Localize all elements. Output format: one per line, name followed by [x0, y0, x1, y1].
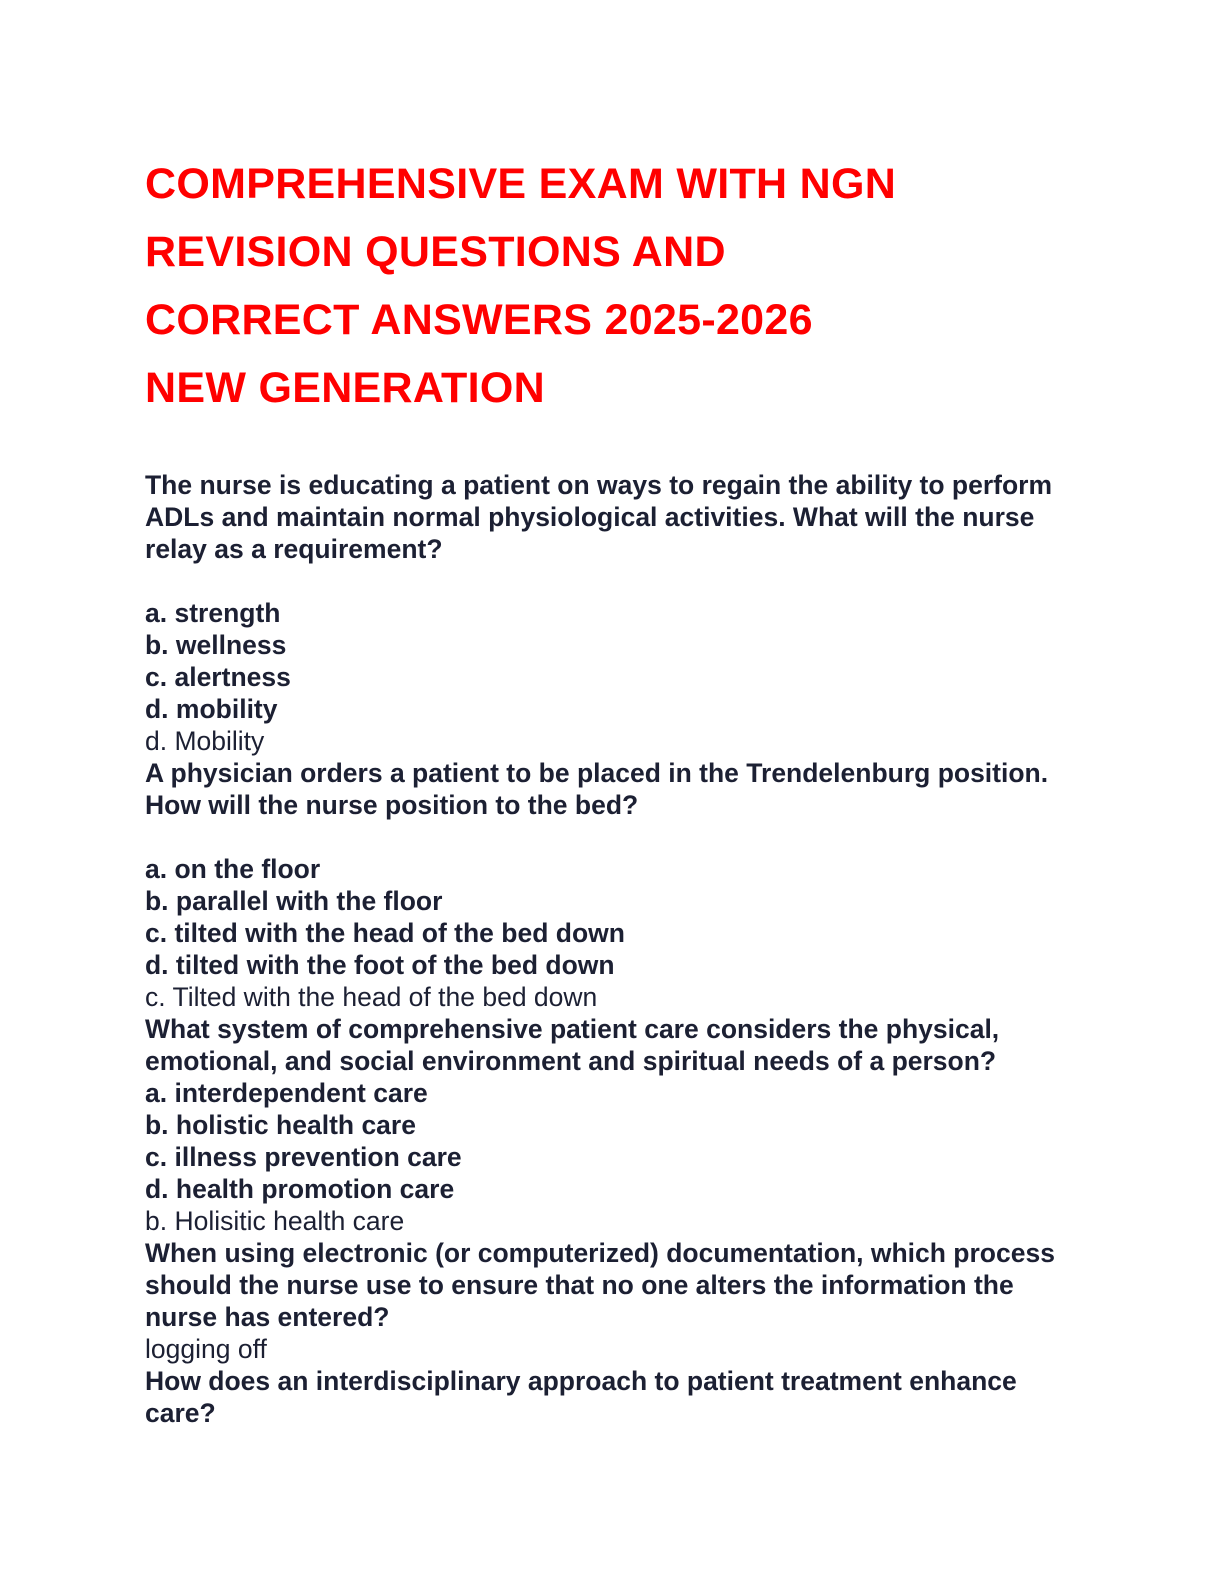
document-page	[145, 150, 1085, 1429]
correct-answer: c. Tilted with the head of the bed down	[145, 982, 598, 1012]
question-text: A physician orders a patient to be placed in the Trendelenburg position. How will the nurse position to the bed?	[145, 758, 1049, 820]
answer-option: b. wellness	[145, 630, 287, 660]
title-line: REVISION QUESTIONS AND	[145, 228, 726, 276]
document-title	[145, 150, 1085, 422]
question-text: How does an interdisciplinary approach to patient treatment enhance care?	[145, 1366, 1017, 1428]
answer-option: c. tilted with the head of the bed down	[145, 918, 625, 948]
answer-option: c. alertness	[145, 662, 291, 692]
answer-option: d. mobility	[145, 694, 278, 724]
question-text: When using electronic (or computerized) documentation, which process should the nurse use to ensure that no one alters the information the nurse has entered?	[145, 1238, 1055, 1332]
answer-option: d. tilted with the foot of the bed down	[145, 950, 615, 980]
title-line: NEW GENERATION	[145, 364, 545, 412]
question-text: The nurse is educating a patient on ways to regain the ability to perform ADLs and maintain normal physiological activities. What will the nurse relay as a requirement?	[145, 470, 1053, 564]
answer-option: b. holistic health care	[145, 1110, 416, 1140]
correct-answer: b. Holisitic health care	[145, 1206, 405, 1236]
question-list	[145, 469, 1085, 1429]
title-line: COMPREHENSIVE EXAM WITH NGN	[145, 160, 897, 208]
title-line: CORRECT ANSWERS 2025-2026	[145, 296, 813, 344]
answer-option: c. illness prevention care	[145, 1142, 462, 1172]
spacer	[145, 565, 1085, 597]
question-text: What system of comprehensive patient care considers the physical, emotional, and social environment and spiritual needs of a person?	[145, 1014, 1000, 1076]
answer-option: a. on the floor	[145, 854, 321, 884]
answer-option: a. interdependent care	[145, 1078, 428, 1108]
answer-option: a. strength	[145, 598, 281, 628]
correct-answer: d. Mobility	[145, 726, 265, 756]
answer-option: d. health promotion care	[145, 1174, 455, 1204]
spacer	[145, 821, 1085, 853]
answer-option: b. parallel with the floor	[145, 886, 443, 916]
correct-answer: logging off	[145, 1334, 267, 1364]
